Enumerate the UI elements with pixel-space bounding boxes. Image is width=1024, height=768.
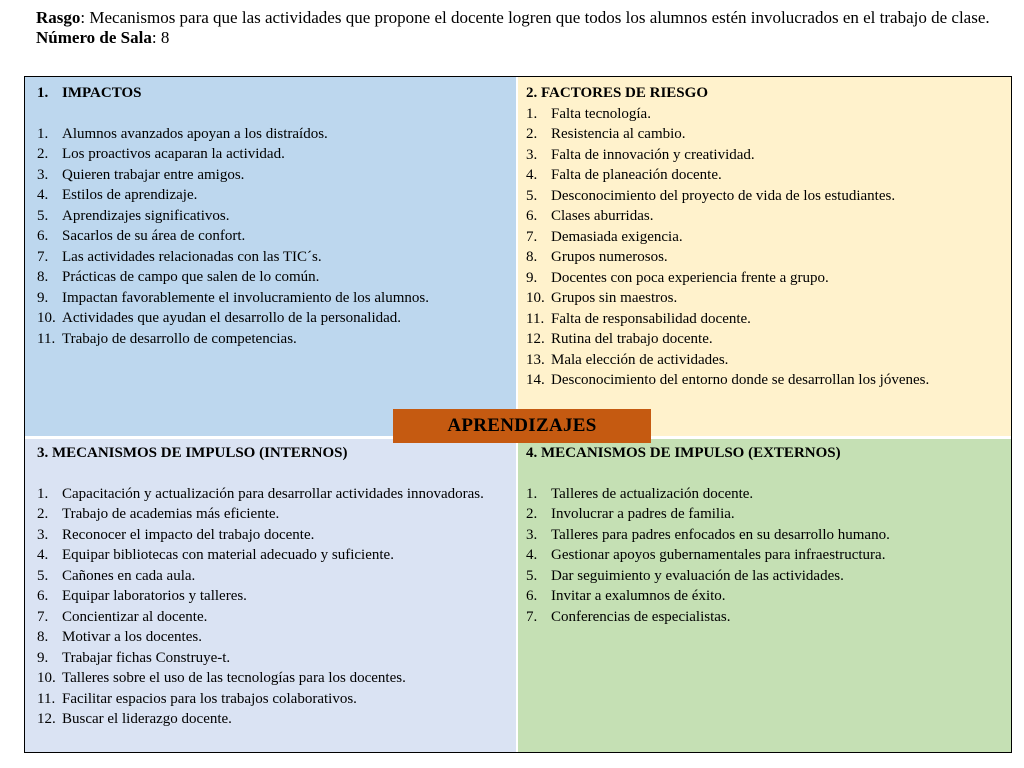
list-item-text: Los proactivos acaparan la actividad. xyxy=(62,146,285,162)
list-item-text: Capacitación y actualización para desarrollar actividades innovadoras. xyxy=(62,485,484,502)
list-item xyxy=(526,350,1001,371)
list-item-text: Concientizar al docente. xyxy=(62,608,208,625)
list-item-number: 2. xyxy=(37,506,49,522)
sala-label: Número de Sala xyxy=(36,28,152,47)
list-item-text: Trabajar fichas Construye-t. xyxy=(62,649,231,666)
list-item xyxy=(37,206,506,227)
list-item-number: 2. xyxy=(526,506,538,522)
list-item xyxy=(526,545,1001,566)
list-item-number: 6. xyxy=(526,588,538,604)
list-item-number: 10. xyxy=(526,290,545,306)
list-item-number: 12. xyxy=(37,711,56,727)
list-item-number: 7. xyxy=(526,608,538,625)
internos-list xyxy=(37,484,506,730)
list-item-text: Resistencia al cambio. xyxy=(551,126,686,142)
list-item xyxy=(37,124,506,145)
internos-title: 3. MECANISMOS DE IMPULSO (INTERNOS) xyxy=(37,445,348,461)
list-item-text: Desconocimiento del proyecto de vida de los estudiantes. xyxy=(551,187,896,204)
list-item-text: Talleres sobre el uso de las tecnologías para los docentes. xyxy=(62,670,406,686)
list-item-number: 5. xyxy=(526,567,538,584)
list-item-text: Talleres de actualización docente. xyxy=(551,485,754,502)
list-item-number: 2. xyxy=(37,146,49,162)
list-item xyxy=(526,370,1001,391)
list-item-text: Impactan favorablemente el involucramiento de los alumnos. xyxy=(62,289,429,306)
list-item-number: 11. xyxy=(526,310,545,327)
list-item xyxy=(37,545,506,566)
list-item-text: Clases aburridas. xyxy=(551,208,654,224)
riesgo-title: 2. FACTORES DE RIESGO xyxy=(526,85,708,101)
externos-list xyxy=(526,484,1001,628)
list-item xyxy=(37,144,506,165)
impactos-list xyxy=(37,124,506,350)
list-item-text: Actividades que ayudan el desarrollo de la personalidad. xyxy=(62,310,402,326)
list-item-text: Falta de planeación docente. xyxy=(551,167,722,183)
list-item-text: Alumnos avanzados apoyan a los distraídos. xyxy=(62,125,328,142)
list-item-text: Equipar laboratorios y talleres. xyxy=(62,588,247,604)
list-item xyxy=(526,145,1001,166)
list-item-text: Falta de innovación y creatividad. xyxy=(551,146,755,163)
list-item-text: Grupos numerosos. xyxy=(551,249,668,265)
list-item-text: Dar seguimiento y evaluación de las actividades. xyxy=(551,567,844,584)
list-item-text: Talleres para padres enfocados en su desarrollo humano. xyxy=(551,526,890,543)
list-item-number: 4. xyxy=(37,187,49,203)
list-item-text: Falta de responsabilidad docente. xyxy=(551,310,751,327)
list-item xyxy=(37,226,506,247)
list-item-number: 14. xyxy=(526,372,545,388)
list-item-text: Cañones en cada aula. xyxy=(62,567,196,584)
list-item-text: Mala elección de actividades. xyxy=(551,351,729,368)
impulso-internos-cell xyxy=(25,439,517,752)
list-item-number: 10. xyxy=(37,310,56,326)
list-item xyxy=(526,206,1001,227)
list-item-number: 1. xyxy=(37,125,49,142)
list-item-number: 3. xyxy=(37,526,49,543)
list-item-text: Gestionar apoyos gubernamentales para infraestructura. xyxy=(551,547,886,563)
document-header xyxy=(36,8,996,48)
list-item-text: Aprendizajes significativos. xyxy=(62,207,230,224)
list-item-number: 6. xyxy=(526,208,538,224)
list-item xyxy=(526,309,1001,330)
list-item xyxy=(37,165,506,186)
rasgo-text: : Mecanismos para que las actividades que propone el docente logren que todos los alumnos estén involucrados en el trabajo de clase. xyxy=(80,8,990,27)
rasgo-line xyxy=(36,8,996,28)
list-item xyxy=(526,288,1001,309)
list-item-number: 4. xyxy=(526,547,538,563)
list-item xyxy=(37,308,506,329)
list-item-number: 13. xyxy=(526,351,545,368)
list-item-text: Facilitar espacios para los trabajos colaborativos. xyxy=(62,690,357,707)
list-item-number: 2. xyxy=(526,126,538,142)
list-item-number: 7. xyxy=(37,608,49,625)
list-item-number: 11. xyxy=(37,690,56,707)
list-item-text: Conferencias de especialistas. xyxy=(551,608,731,625)
list-item xyxy=(37,525,506,546)
list-item-number: 9. xyxy=(526,269,538,286)
list-item-text: Estilos de aprendizaje. xyxy=(62,187,198,203)
list-item xyxy=(526,104,1001,125)
riesgo-list xyxy=(526,104,1001,391)
list-item xyxy=(37,607,506,628)
list-item-text: Falta tecnología. xyxy=(551,105,651,122)
list-item-number: 5. xyxy=(37,207,49,224)
list-item-number: 8. xyxy=(37,269,49,285)
rasgo-label: Rasgo xyxy=(36,8,81,27)
list-item xyxy=(526,607,1001,628)
list-item-text: Invitar a exalumnos de éxito. xyxy=(551,588,726,604)
list-item-number: 8. xyxy=(37,629,49,645)
list-item-number: 3. xyxy=(526,526,538,543)
list-item-number: 6. xyxy=(37,228,49,244)
list-item-number: 10. xyxy=(37,670,56,686)
list-item-number: 7. xyxy=(37,248,49,265)
list-item xyxy=(37,484,506,505)
list-item-number: 4. xyxy=(526,167,538,183)
factores-riesgo-cell xyxy=(518,77,1011,437)
list-item-text: Quieren trabajar entre amigos. xyxy=(62,166,245,183)
aprendizajes-badge: APRENDIZAJES xyxy=(393,409,651,443)
list-item-text: Reconocer el impacto del trabajo docente. xyxy=(62,526,315,543)
list-item-text: Trabajo de academias más eficiente. xyxy=(62,506,280,522)
list-item xyxy=(37,185,506,206)
list-item-number: 5. xyxy=(37,567,49,584)
list-item xyxy=(37,586,506,607)
list-item xyxy=(37,267,506,288)
list-item-text: Demasiada exigencia. xyxy=(551,228,683,245)
list-item-text: Rutina del trabajo docente. xyxy=(551,331,713,347)
list-item-text: Buscar el liderazgo docente. xyxy=(62,711,232,727)
list-item xyxy=(526,504,1001,525)
list-item xyxy=(37,288,506,309)
list-item-text: Sacarlos de su área de confort. xyxy=(62,228,246,244)
sala-value: : 8 xyxy=(151,28,170,47)
impulso-externos-cell xyxy=(518,439,1011,752)
list-item xyxy=(526,247,1001,268)
list-item-number: 11. xyxy=(37,330,56,347)
list-item xyxy=(526,484,1001,505)
list-item-number: 6. xyxy=(37,588,49,604)
impactos-title xyxy=(37,83,506,104)
impactos-title-text: IMPACTOS xyxy=(62,85,142,101)
list-item xyxy=(526,186,1001,207)
list-item-text: Las actividades relacionadas con las TIC´s. xyxy=(62,248,322,265)
list-item xyxy=(37,668,506,689)
list-item xyxy=(37,648,506,669)
list-item xyxy=(37,689,506,710)
list-item-number: 9. xyxy=(37,649,49,666)
list-item xyxy=(37,504,506,525)
list-item-text: Motivar a los docentes. xyxy=(62,629,202,645)
impactos-title-number: 1. xyxy=(37,85,49,101)
list-item-text: Trabajo de desarrollo de competencias. xyxy=(62,330,297,347)
list-item-number: 3. xyxy=(37,166,49,183)
list-item-number: 7. xyxy=(526,228,538,245)
list-item-text: Grupos sin maestros. xyxy=(551,290,678,306)
list-item xyxy=(526,586,1001,607)
list-item xyxy=(526,329,1001,350)
list-item xyxy=(526,227,1001,248)
list-item-number: 12. xyxy=(526,331,545,347)
list-item xyxy=(526,165,1001,186)
list-item-number: 9. xyxy=(37,289,49,306)
list-item-number: 8. xyxy=(526,249,538,265)
list-item-number: 4. xyxy=(37,547,49,563)
list-item-text: Desconocimiento del entorno donde se desarrollan los jóvenes. xyxy=(551,372,930,388)
list-item xyxy=(37,329,506,350)
externos-title: 4. MECANISMOS DE IMPULSO (EXTERNOS) xyxy=(526,445,841,461)
list-item-number: 1. xyxy=(526,485,538,502)
impactos-cell xyxy=(25,77,517,437)
list-item-text: Involucrar a padres de familia. xyxy=(551,506,735,522)
list-item xyxy=(526,566,1001,587)
list-item xyxy=(37,627,506,648)
list-item xyxy=(37,247,506,268)
list-item-text: Docentes con poca experiencia frente a grupo. xyxy=(551,269,829,286)
list-item xyxy=(526,525,1001,546)
list-item xyxy=(37,566,506,587)
list-item-number: 5. xyxy=(526,187,538,204)
list-item xyxy=(37,709,506,730)
list-item xyxy=(526,124,1001,145)
list-item-number: 1. xyxy=(37,485,49,502)
list-item-number: 1. xyxy=(526,105,538,122)
list-item-number: 3. xyxy=(526,146,538,163)
list-item-text: Equipar bibliotecas con material adecuado y suficiente. xyxy=(62,547,394,563)
list-item xyxy=(526,268,1001,289)
list-item-text: Prácticas de campo que salen de lo común. xyxy=(62,269,320,285)
sala-line xyxy=(36,28,996,48)
